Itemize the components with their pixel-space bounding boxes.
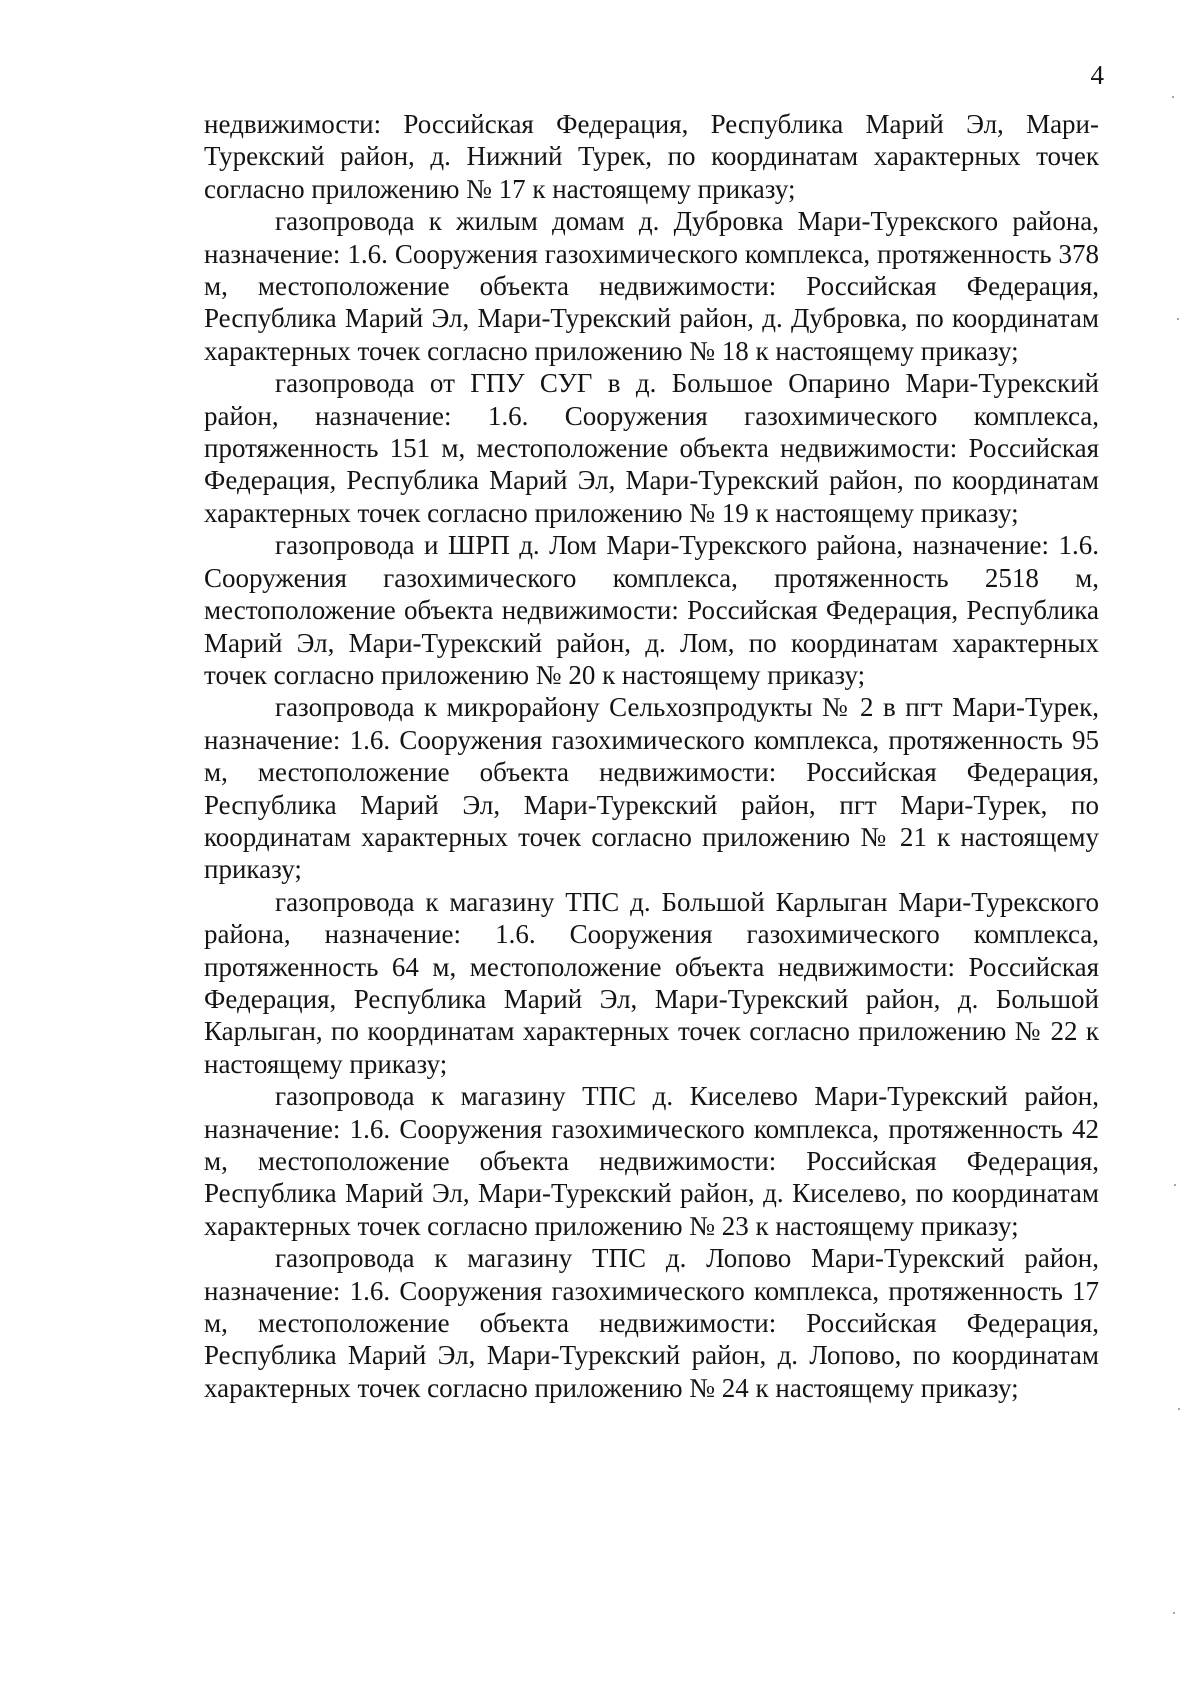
paragraph-bolshoy-karlygan: газопровода к магазину ТПС д. Большой Карлыган Мари-Турекского района, назначение: 1.6. Сооружения газохимического комплекса, протяженность 64 м, местоположение объекта недвижимости: Российская Федерация, Республика Марий Эл, Мари-Турекский район, д. Большой Карлыган, по координатам характерных точек согласно приложению № 22 к настоящему приказу; (204, 886, 1099, 1079)
paragraph-kiselevo: газопровода к магазину ТПС д. Киселево Мари-Турекский район, назначение: 1.6. Сооружения газохимического комплекса, протяженность 42 м, местоположение объекта недвижимости: Российская Федерация, Республика Марий Эл, Мари-Турекский район, д. Киселево, по координатам характерных точек согласно приложению № 23 к настоящему приказу; (204, 1081, 1099, 1241)
paragraph-lom: газопровода и ШРП д. Лом Мари-Турекского района, назначение: 1.6. Сооружения газохимического комплекса, протяженность 2518 м, местоположение объекта недвижимости: Российская Федерация, Республика Марий Эл, Мари-Турекский район, д. Лом, по координатам характерных точек согласно приложению № 20 к настоящему приказу; (204, 530, 1099, 690)
scan-speck (1177, 318, 1179, 320)
scan-speck (1172, 96, 1174, 98)
paragraph-dubrovka: газопровода к жилым домам д. Дубровка Мари-Турекского района, назначение: 1.6. Сооружения газохимического комплекса, протяженность 378 м, местоположение объекта недвижимости: Российская Федерация, Республика Марий Эл, Мари-Турекский район, д. Дубровка, по координатам характерных точек согласно приложению № 18 к настоящему приказу; (204, 206, 1099, 366)
page-number: 4 (1090, 60, 1104, 90)
scan-speck (1173, 1612, 1175, 1614)
paragraph-lopovo: газопровода к магазину ТПС д. Лопово Мари-Турекский район, назначение: 1.6. Сооружения газохимического комплекса, протяженность 17 м, местоположение объекта недвижимости: Российская Федерация, Республика Марий Эл, Мари-Турекский район, д. Лопово, по координатам характерных точек согласно приложению № 24 к настоящему приказу; (204, 1243, 1099, 1403)
paragraph-continuation: недвижимости: Российская Федерация, Республика Марий Эл, Мари-Турекский район, д. Нижний Турек, по координатам характерных точек согласно приложению № 17 к настоящему приказу; (204, 109, 1099, 204)
paragraph-bolshoe-oparino: газопровода от ГПУ СУГ в д. Большое Опарино Мари-Турекский район, назначение: 1.6. Сооружения газохимического комплекса, протяженность 151 м, местоположение объекта недвижимости: Российская Федерация, Республика Марий Эл, Мари-Турекский район, по координатам характерных точек согласно приложению № 19 к настоящему приказу; (204, 368, 1099, 528)
scan-speck (1178, 1408, 1180, 1410)
scan-speck (1174, 1184, 1176, 1186)
document-body (204, 108, 1099, 1404)
paragraph-mari-turek: газопровода к микрорайону Сельхозпродукты № 2 в пгт Мари-Турек, назначение: 1.6. Сооружения газохимического комплекса, протяженность 95 м, местоположение объекта недвижимости: Российская Федерация, Республика Марий Эл, Мари-Турекский район, пгт Мари-Турек, по координатам характерных точек согласно приложению № 21 к настоящему приказу; (204, 692, 1099, 885)
